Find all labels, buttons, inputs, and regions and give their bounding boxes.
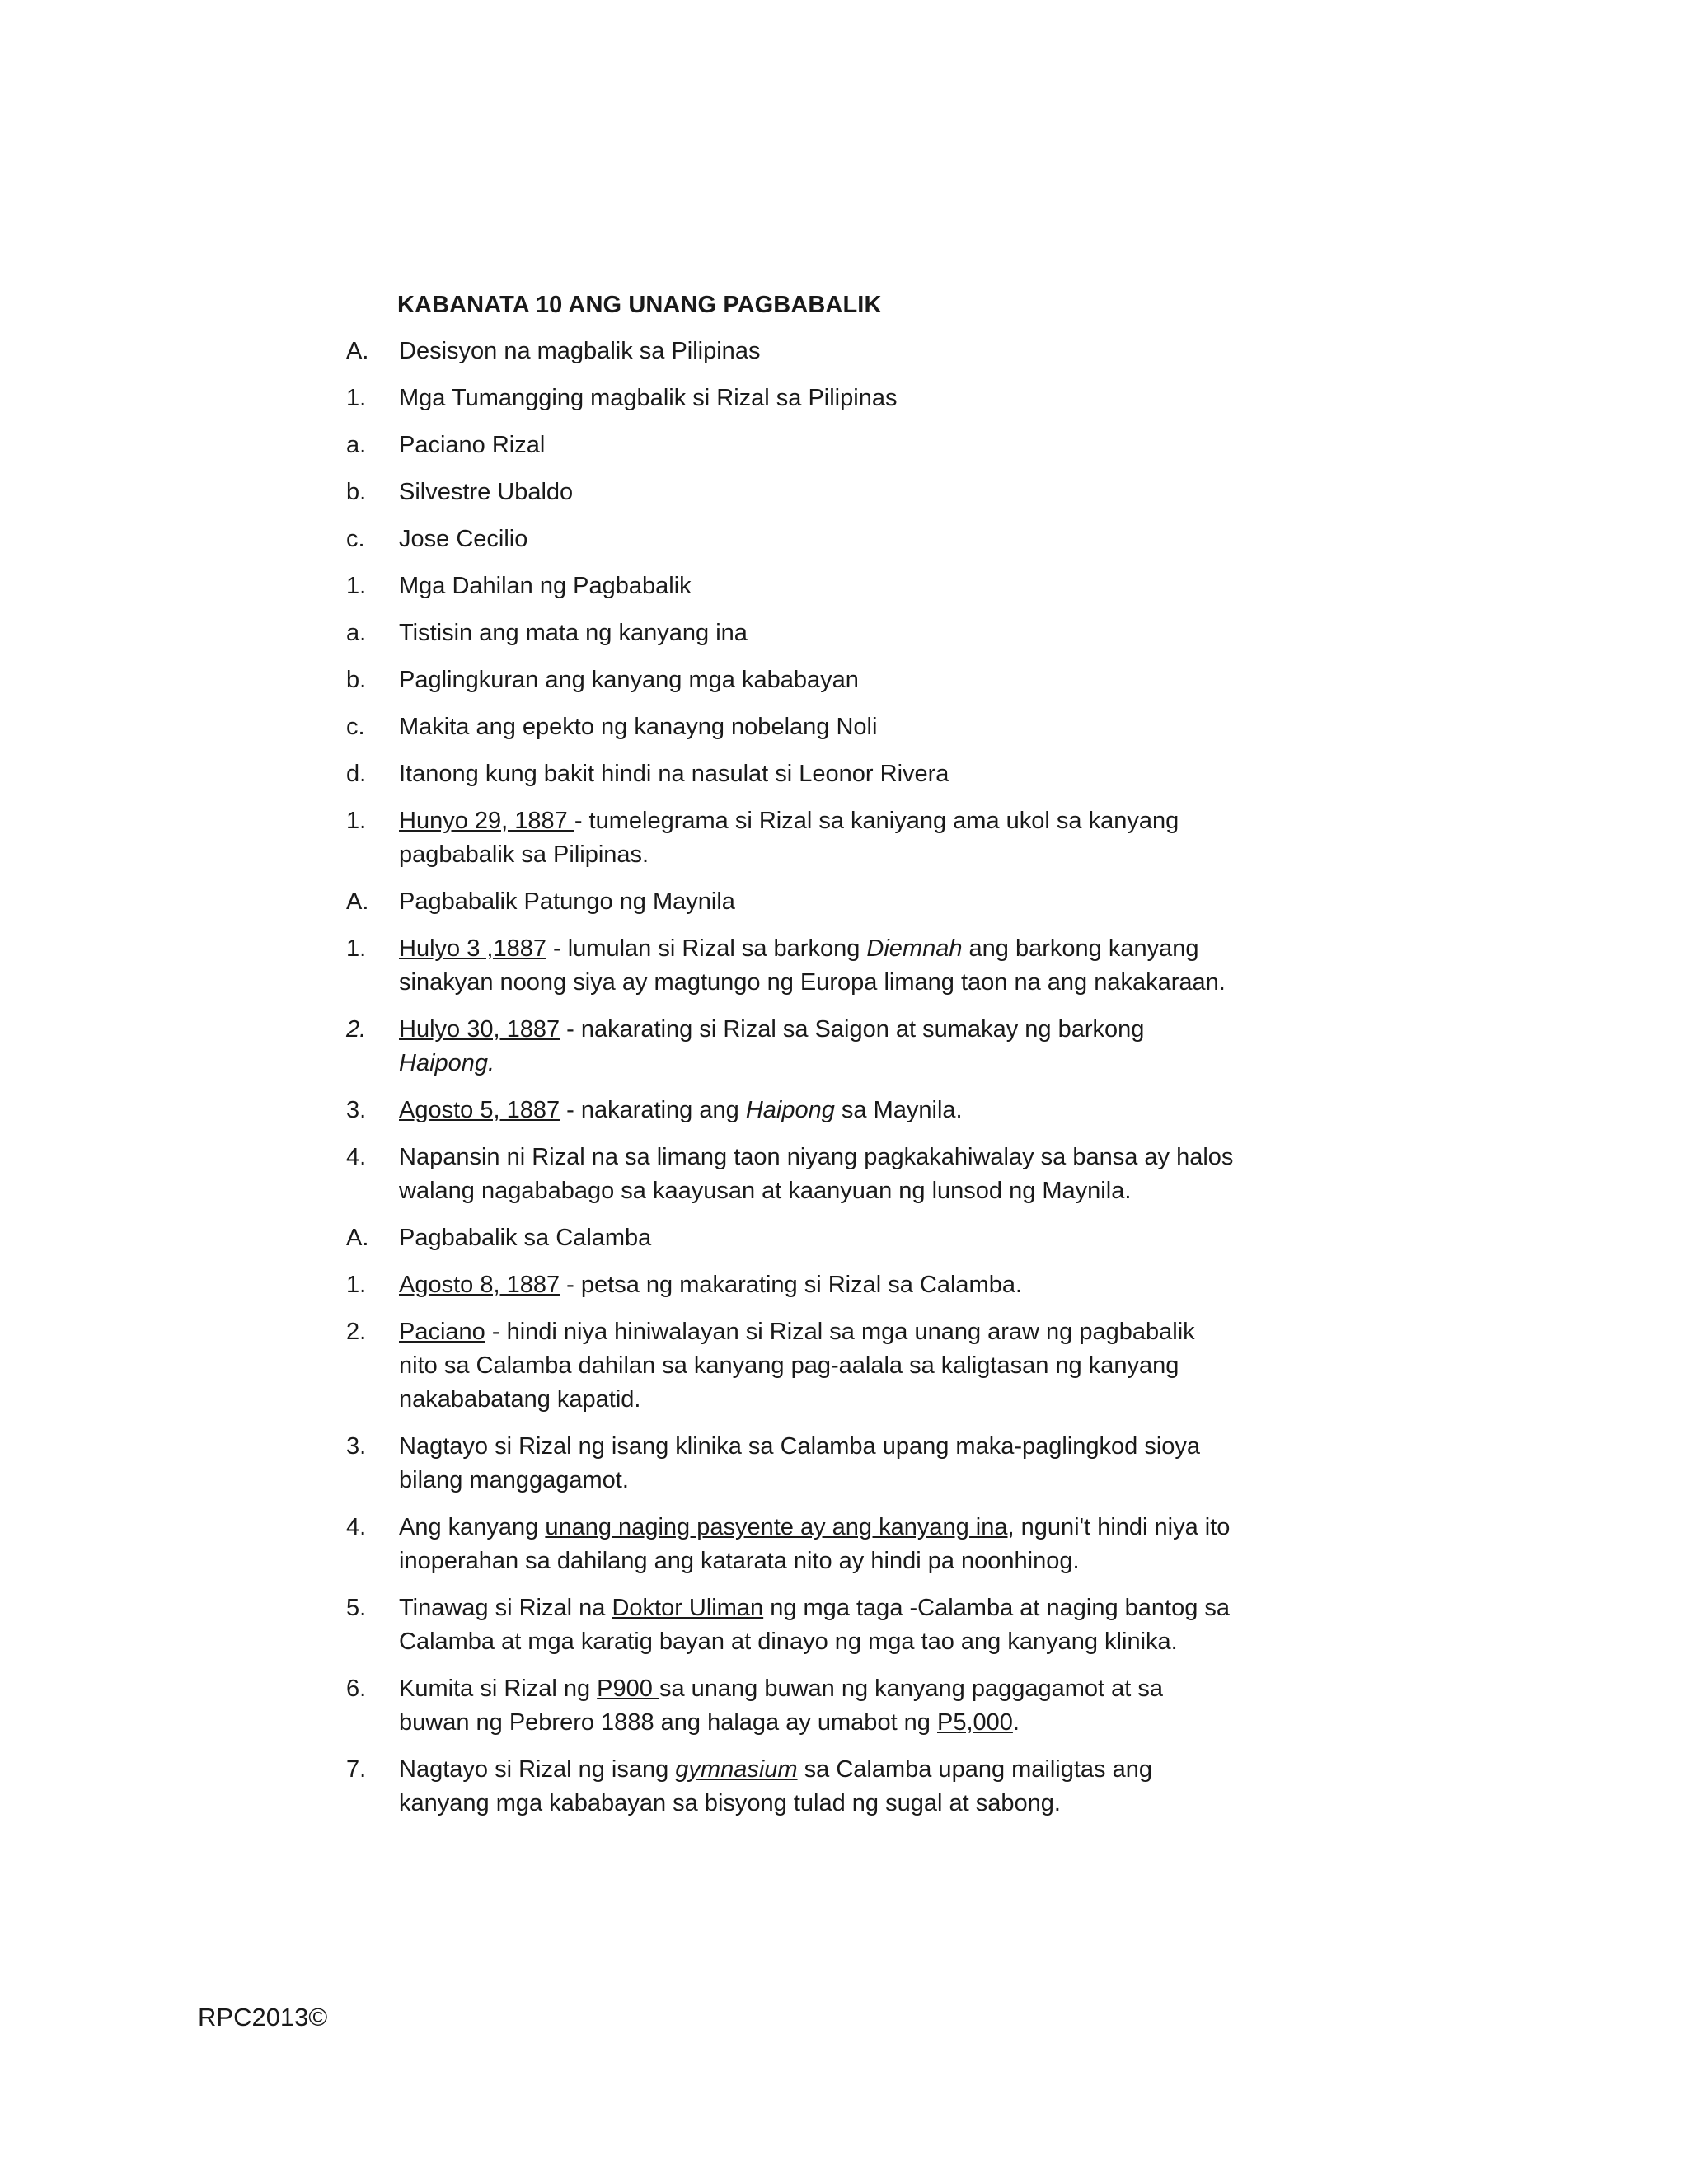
list-item-text [399, 1094, 1236, 1127]
text-run: - petsa ng makarating si Rizal sa Calamba. [560, 1272, 1023, 1298]
list-item-text [399, 1591, 1236, 1659]
underlined-text: Doktor Uliman [612, 1595, 764, 1621]
text-run: , nguni't hindi niya ito inoperahan sa dahilang ang katarata nito ay hindi pa noonhinog. [399, 1514, 1231, 1574]
list-item [346, 663, 1236, 697]
text-run: Napansin ni Rizal na sa limang taon niyang pagkakahiwalay sa bansa ay halos walang nagababago sa kaayusan at kaanyuan ng lunsod ng Maynila. [399, 1144, 1234, 1204]
list-item-text [399, 1141, 1236, 1208]
list-item-text [399, 885, 1236, 919]
list-item-text [399, 1430, 1236, 1497]
list-marker: c. [346, 526, 365, 552]
list-marker: 4. [346, 1514, 367, 1540]
list-marker: 5. [346, 1595, 367, 1621]
list-marker: A. [346, 1225, 369, 1251]
underlined-text: P5,000 [937, 1709, 1013, 1736]
list-item-text [399, 1013, 1236, 1080]
list-item [346, 1591, 1236, 1659]
italic-text: Diemnah [866, 935, 963, 962]
text-run: Mga Dahilan ng Pagbabalik [399, 573, 692, 599]
list-item [346, 1094, 1236, 1127]
text-run: - nakarating ang [560, 1097, 746, 1123]
footer-copyright: RPC2013© [198, 2003, 328, 2032]
list-item [346, 1268, 1236, 1302]
list-marker: a. [346, 620, 367, 646]
text-run: sa Calamba upang mailigtas ang kanyang mga kababayan sa bisyong tulad ng sugal at sabong. [399, 1756, 1153, 1816]
list-item [346, 1013, 1236, 1080]
list-item-text [399, 663, 1236, 697]
outline-list [346, 335, 1236, 1821]
list-marker: b. [346, 479, 367, 505]
list-item [346, 932, 1236, 1000]
text-run: ng mga taga -Calamba at naging bantog sa Calamba at mga karatig bayan at dinayo ng mga tao ang kanyang klinika. [399, 1595, 1231, 1655]
text-run: Pagbabalik Patungo ng Maynila [399, 888, 735, 915]
list-marker: 1. [346, 808, 367, 834]
text-run: Paciano Rizal [399, 432, 546, 458]
underlined-text: Agosto 8, 1887 [399, 1272, 560, 1298]
underlined-text: Hulyo 30, 1887 [399, 1016, 560, 1043]
text-run: Desisyon na magbalik sa Pilipinas [399, 338, 761, 364]
list-item-text [399, 1753, 1236, 1821]
text-run: . [1012, 1709, 1020, 1736]
underlined-text: Paciano [399, 1319, 485, 1345]
list-marker: 2. [346, 1016, 367, 1043]
list-item-text [399, 757, 1236, 791]
list-marker: 6. [346, 1675, 367, 1702]
list-marker: 2. [346, 1319, 367, 1345]
document-content [346, 288, 1236, 1834]
list-marker: 3. [346, 1433, 367, 1460]
list-item [346, 1511, 1236, 1578]
list-marker: 1. [346, 385, 367, 411]
text-run: ang barkong kanyang sinakyan noong siya ay magtungo ng Europa limang taon na ang nakakaraan. [399, 935, 1226, 996]
text-run: - tumelegrama si Rizal sa kaniyang ama ukol sa kanyang pagbabalik sa Pilipinas. [399, 808, 1179, 868]
list-marker: A. [346, 338, 369, 364]
list-item-text [399, 429, 1236, 462]
underlined-text: Hulyo 3 ,1887 [399, 935, 546, 962]
list-item-text [399, 1315, 1236, 1417]
list-marker: 4. [346, 1144, 367, 1170]
text-run: Mga Tumangging magbalik si Rizal sa Pilipinas [399, 385, 898, 411]
list-item-text [399, 1672, 1236, 1740]
list-item-text [399, 382, 1236, 415]
list-item [346, 429, 1236, 462]
list-item-text [399, 710, 1236, 744]
list-item [346, 1672, 1236, 1740]
text-run: sa Maynila. [834, 1097, 963, 1123]
list-marker: A. [346, 888, 369, 915]
underlined-text: Agosto 5, 1887 [399, 1097, 560, 1123]
text-run: Jose Cecilio [399, 526, 528, 552]
chapter-title: KABANATA 10 ANG UNANG PAGBABALIK [397, 292, 882, 318]
list-item-text [399, 523, 1236, 556]
list-item-text [399, 932, 1236, 1000]
text-run: Nagtayo si Rizal ng isang [399, 1756, 676, 1783]
list-item-text [399, 1268, 1236, 1302]
text-run: Tistisin ang mata ng kanyang ina [399, 620, 748, 646]
list-item-text [399, 476, 1236, 509]
text-run: Paglingkuran ang kanyang mga kababayan [399, 667, 859, 693]
list-item-text [399, 804, 1236, 872]
list-item-text [399, 616, 1236, 650]
list-item-text [399, 1511, 1236, 1578]
text-run: Tinawag si Rizal na [399, 1595, 612, 1621]
list-item [346, 804, 1236, 872]
list-item [346, 1315, 1236, 1417]
list-marker: 1. [346, 1272, 367, 1298]
list-item-text [399, 569, 1236, 603]
text-run: Ang kanyang [399, 1514, 546, 1540]
text-run: - lumulan si Rizal sa barkong [546, 935, 867, 962]
text-run: - hindi niya hiniwalayan si Rizal sa mga unang araw ng pagbabalik nito sa Calamba dahilan sa kanyang pag-aalala sa kaligtasan ng kanyang nakababatang kapatid. [399, 1319, 1195, 1413]
list-item [346, 1141, 1236, 1208]
text-run: - nakarating si Rizal sa Saigon at sumakay ng barkong [560, 1016, 1145, 1043]
list-item [346, 616, 1236, 650]
list-item [346, 885, 1236, 919]
text-run: Nagtayo si Rizal ng isang klinika sa Calamba upang maka-paglingkod sioya bilang manggagamot. [399, 1433, 1201, 1493]
text-run: Silvestre Ubaldo [399, 479, 574, 505]
list-marker: 1. [346, 573, 367, 599]
list-item [346, 569, 1236, 603]
list-item [346, 1430, 1236, 1497]
list-marker: 3. [346, 1097, 367, 1123]
underlined-italic-text: gymnasium [675, 1756, 798, 1783]
italic-text: Haipong. [399, 1050, 495, 1076]
list-marker: b. [346, 667, 367, 693]
list-item [346, 757, 1236, 791]
list-item [346, 335, 1236, 368]
list-item-text [399, 1221, 1236, 1255]
list-item-text [399, 335, 1236, 368]
text-run: Kumita si Rizal ng [399, 1675, 598, 1702]
list-item [346, 476, 1236, 509]
text-run: Pagbabalik sa Calamba [399, 1225, 652, 1251]
text-run: Makita ang epekto ng kanayng nobelang Noli [399, 714, 878, 740]
list-marker: a. [346, 432, 367, 458]
list-item [346, 523, 1236, 556]
list-item [346, 710, 1236, 744]
underlined-text: unang naging pasyente ay ang kanyang ina [545, 1514, 1008, 1540]
list-marker: d. [346, 761, 367, 787]
text-run: Itanong kung bakit hindi na nasulat si Leonor Rivera [399, 761, 950, 787]
list-marker: 7. [346, 1756, 367, 1783]
underlined-text: Hunyo 29, 1887 [399, 808, 574, 834]
list-item [346, 1221, 1236, 1255]
list-marker: 1. [346, 935, 367, 962]
list-marker: c. [346, 714, 365, 740]
list-item [346, 1753, 1236, 1821]
text-run: sa unang buwan ng kanyang paggagamot at sa buwan ng Pebrero 1888 ang halaga ay umabot ng [399, 1675, 1164, 1736]
italic-text: Haipong [745, 1097, 835, 1123]
underlined-text: P900 [597, 1675, 659, 1702]
list-item [346, 382, 1236, 415]
